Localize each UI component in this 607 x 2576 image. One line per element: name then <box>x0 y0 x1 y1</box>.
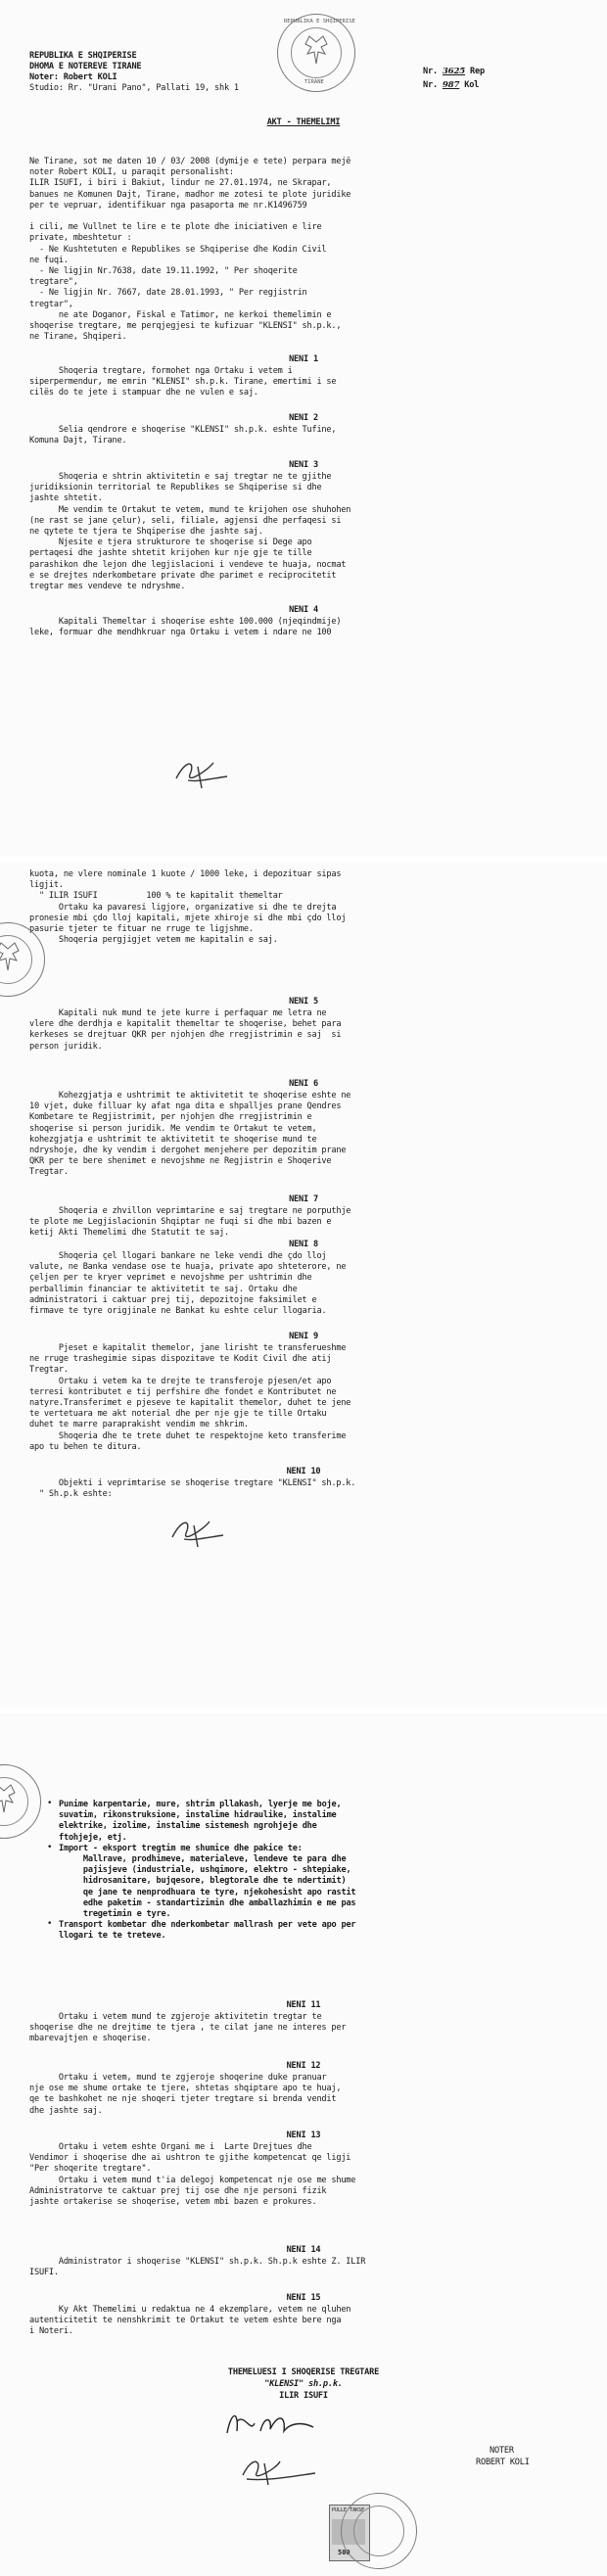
text-line: qe te bashkohet ne nje shoqeri tjeter tregtare si brenda vendit <box>29 2094 337 2105</box>
activity-line: hidrosanitare, bujqesore, blegtorale dhe te ndertimit) <box>59 1876 347 1887</box>
text-line: e se drejtes nderkombetare private dhe parimet e reciprocitetit <box>29 570 337 581</box>
header-line-3: Noter: Robert KOLI <box>29 72 117 82</box>
text-line: ISUFI. <box>29 2268 59 2278</box>
text-line: çeljen per te kryer veprimet e nevojshme per ushtrimin dhe <box>29 1273 312 1284</box>
text-line: " Sh.p.k eshte: <box>29 1489 113 1500</box>
notary-signature <box>233 2450 321 2489</box>
text-line: Ortaku i vetem ka te drejte te transferoje pjesen/et apo <box>29 1376 332 1386</box>
founder-signature <box>221 2404 319 2443</box>
text-line: apo tu behen te ditura. <box>29 1441 142 1452</box>
text-line: ne Tirane, Shqiperi. <box>29 332 127 343</box>
activity-line: Import - eksport tregtim me shumice dhe pakice te: <box>59 1843 303 1853</box>
text-line: valute, ne Banka vendase ose te huaja, private apo shteterore, ne <box>29 1262 347 1273</box>
company-name: "KLENSI" sh.p.k. <box>264 2379 343 2389</box>
text-line: Administrator i shoqerise "KLENSI" sh.p.k. Sh.p.k eshte Z. ILIR <box>29 2257 366 2267</box>
text-line: ne ate Doganor, Fiskal e Tatimor, ne kerkoi themelimin e <box>29 309 332 320</box>
initials-signature <box>168 749 237 798</box>
text-line: Pjeset e kapitalit themelor, jane lirisht te transferueshme <box>29 1343 347 1353</box>
neni-10-title: NENI 10 <box>286 1467 321 1476</box>
activity-line: Transport kombetar dhe nderkombetar mallrash per vete apo per <box>59 1920 356 1931</box>
text-line: Shoqeria tregtare, formohet nga Ortaku i vetem i <box>29 366 293 376</box>
text-line: jashte shtetit. <box>29 493 103 504</box>
text-line: shoqerise si person juridik. Me vendim te Ortakut te vetem, <box>29 1123 317 1134</box>
text-line: Kapitali Themeltar i shoqerise eshte 100.000 (njeqindmije) <box>29 617 342 627</box>
neni-6-title: NENI 6 <box>289 1079 318 1089</box>
bullet-icon: • <box>47 1919 53 1930</box>
text-line: terresi kontributet e tij perfshire dhe fondet e Kontributet ne <box>29 1386 337 1397</box>
activity-line: Punime karpentarie, mure, shtrim pllakash, lyerje me boje, <box>59 1800 342 1809</box>
text-line: Tregtar. <box>29 1167 69 1178</box>
text-line: tregtar mes vendeve te ndryshme. <box>29 582 186 591</box>
neni-15-title: NENI 15 <box>286 2293 321 2303</box>
text-line: Vendimor i shoqerise dhe ai ushtron te gjithe kompetencat qe ligji <box>29 2153 351 2164</box>
text-line: Ortaku i vetem, mund te zgjeroje shoqerine duke pranuar <box>29 2073 327 2083</box>
text-line: juridiksionin territorial te Republikes se Shqiperise si dhe <box>29 483 322 493</box>
text-line: vlere dhe derdhja e kapitalit themeltar te shoqerise, behet para <box>29 1019 342 1030</box>
text-line: parashikon dhe lejon dhe legjislacioni i vendeve te huaja, nocmat <box>29 559 347 570</box>
activity-line: qe jane te nenprodhuara te tyre, njekohesisht apo rastit <box>59 1887 356 1897</box>
text-line: cilës do te jete i stampuar dhe ne vulen e saj. <box>29 388 258 398</box>
neni-4-title: NENI 4 <box>289 605 318 615</box>
text-line: Shoqeria e shtrin aktivitetin e saj tregtar ne te gjithe <box>29 472 332 482</box>
text-line: person juridik. <box>29 1041 103 1052</box>
eagle-emblem-icon <box>0 1765 40 1838</box>
text-line: te vertetuara me akt noterial dhe per nje gje te tille Ortaku <box>29 1409 327 1420</box>
initials-signature <box>164 1508 233 1557</box>
text-line: firmave te tyre origjinale ne Bankat ku eshte celur llogaria. <box>29 1306 327 1316</box>
header-line-4: Studio: Rr. "Urani Pano", Pallati 19, shk 1 <box>29 83 239 93</box>
text-line: ne fuqi. <box>29 255 69 265</box>
text-line: Shoqeria çel llogari bankare ne leke vendi dhe çdo lloj <box>29 1251 327 1261</box>
text-line: Shoqeria pergjigjet vetem me kapitalin e saj. <box>29 935 278 946</box>
text-line: i Noteri. <box>29 2326 73 2337</box>
text-line: per te vepruar, identifikuar nga pasaporta me nr.K1496759 <box>29 200 307 211</box>
notary-stamp-partial <box>0 922 45 997</box>
neni-14-title: NENI 14 <box>286 2245 321 2255</box>
activity-line: edhe paketim - standartizimin dhe amballazhimin e me pas <box>59 1897 356 1908</box>
text-line: te plote me Legjislacionin Shqiptar ne fuqi si dhe mbi bazen e <box>29 1217 332 1228</box>
text-line: Kombetare te Regjistrimit, per njohjen dhe rregjistrimin e <box>29 1112 312 1123</box>
neni-5-title: NENI 5 <box>289 997 318 1007</box>
text-line: noter Robert KOLI, u paraqit personalisht: <box>29 167 234 178</box>
eagle-emblem-icon <box>278 15 354 91</box>
text-line: kuota, ne vlere nominale 1 kuote / 1000 leke, i depozituar sipas <box>29 869 342 879</box>
text-line: - Ne Kushtetuten e Republikes se Shqiperise dhe Kodin Civil <box>29 244 327 255</box>
revenue-stamp: PULLE TAKSE 500 <box>329 2505 370 2561</box>
text-line: QKR per te bere shenimet e nevojshme ne Regjistrin e Shoqerive <box>29 1156 332 1167</box>
document-title: AKT - THEMELIMI <box>266 117 341 127</box>
neni-13-title: NENI 13 <box>286 2131 321 2140</box>
neni-11-title: NENI 11 <box>286 2000 321 2010</box>
bullet-icon: • <box>47 1842 53 1852</box>
text-line: private, mbeshtetur : <box>29 233 132 244</box>
header-line-2: DHOMA E NOTEREVE TIRANE <box>29 62 142 71</box>
text-line: ne qytete te tjera te Shqiperise dhe jashte saj. <box>29 527 263 537</box>
kol-number: Nr. 987 Kol <box>423 80 480 90</box>
text-line: ndryshoje, dhe ky vendim i dergohet menjehere per depozitim prane <box>29 1146 347 1155</box>
activity-line: tregetimin e tyre. <box>59 1909 171 1919</box>
text-line: Selia qendrore e shoqerise "KLENSI" sh.p.k. eshte Tufine, <box>29 425 337 435</box>
text-line: jashte ortakerise se shoqerise, vetem mbi bazen e prokures. <box>29 2197 317 2207</box>
document-page-1 <box>0 0 607 857</box>
founder-name: ILIR ISUFI <box>279 2391 328 2401</box>
text-line: " ILIR ISUFI 100 % te kapitalit themeltar <box>29 891 283 902</box>
text-line: Ortaku i vetem mund t'ia delegoj kompetencat nje ose me shume <box>29 2175 356 2185</box>
text-line: Ortaku i vetem mund te zgjeroje aktivitetin tregtar te <box>29 2012 322 2022</box>
notary-seal <box>341 2493 417 2569</box>
activity-line: suvatim, rikonstruksione, instalime hidraulike, instalime <box>59 1810 337 1821</box>
text-line: Ortaku ka pavaresi ligjore, organizative si dhe te drejta <box>29 902 337 913</box>
text-line: tregtare", <box>29 277 78 288</box>
text-line: leke, formuar dhe mendhkruar nga Ortaku i vetem i ndare ne 100 <box>29 628 332 638</box>
text-line: Shoqeria dhe te trete duhet te respektojne keto transferime <box>29 1430 347 1441</box>
text-line: banues ne Komunen Dajt, Tirane, madhor me zotesi te plote juridike <box>29 189 351 200</box>
neni-9-title: NENI 9 <box>289 1332 318 1341</box>
neni-8-title: NENI 8 <box>289 1240 318 1249</box>
document-page-2 <box>0 862 607 1709</box>
activity-line: llogari te te treteve. <box>59 1931 166 1942</box>
text-line: Ortaku i vetem eshte Organi me i Larte Drejtues dhe <box>29 2142 312 2152</box>
text-line: ne rruge trashegimie sipas dispozitave te Kodit Civil dhe atij <box>29 1354 332 1365</box>
header-line-1: REPUBLIKA E SHQIPERISE <box>29 51 137 61</box>
text-line: Ky Akt Themelimi u redaktua ne 4 ekzemplare, vetem ne qluhen <box>29 2305 351 2315</box>
text-line: Kapitali nuk mund te jete kurre i perfaquar me letra ne <box>29 1008 327 1018</box>
document-page-3 <box>0 1713 607 2576</box>
founder-heading: THEMELUESI I SHOQERISE TREGTARE <box>227 2367 380 2377</box>
text-line: natyre.Transferimet e pjeseve te kapitalit themelor, duhet te jene <box>29 1398 351 1408</box>
neni-3-title: NENI 3 <box>289 460 318 470</box>
rep-number: Nr. 3625 Rep <box>423 67 485 76</box>
neni-12-title: NENI 12 <box>286 2061 321 2071</box>
text-line: kerkeses se drejtuar QKR per njohjen dhe rregjistrimin e saj si <box>29 1030 342 1041</box>
text-line: ligjit. <box>29 880 64 891</box>
text-line: mbarevajtjen e shoqerise. <box>29 2034 152 2044</box>
text-line: 10 vjet, duke filluar ky afat nga dita e shpalljes prane Qendres <box>29 1101 342 1112</box>
text-line: Njesite e tjera strukturore te shoqerise si Dege apo <box>29 538 312 548</box>
notary-stamp: REPUBLIKA E SHQIPERISE TIRANE <box>277 14 355 92</box>
text-line: ketij Akti Themelimi dhe Statutit te saj. <box>29 1228 229 1239</box>
text-line: perballimin financiar te aktivitetit te saj. Ortaku dhe <box>29 1284 298 1294</box>
text-line: pasurie tjeter te fituar ne rruge te ligjshme. <box>29 924 254 934</box>
text-line: Shoqeria e zhvillon veprimtarine e saj tregtare ne porputhje <box>29 1206 351 1216</box>
text-line: Kohezgjatja e ushtrimit te aktivitetit te shoqerise eshte ne <box>29 1091 351 1101</box>
text-line: dhe jashte saj. <box>29 2105 103 2116</box>
text-line: siperpermendur, me emrin "KLENSI" sh.p.k. Tirane, emertimi i se <box>29 377 337 388</box>
bullet-icon: • <box>47 1799 53 1808</box>
text-line: Objekti i veprimtarise se shoqerise tregtare "KLENSI" sh.p.k. <box>29 1478 356 1488</box>
text-line: ILIR ISUFI, i biri i Bakiut, lindur ne 27.01.1974, ne Skrapar, <box>29 178 332 189</box>
text-line: nje ose me shume ortake te tjere, shtetas shqiptare apo te huaj, <box>29 2084 342 2094</box>
noter-name: ROBERT KOLI <box>476 2458 530 2467</box>
text-line: Administratorve te caktuar prej tij ose dhe nje personi fizik <box>29 2185 327 2196</box>
neni-2-title: NENI 2 <box>289 413 318 423</box>
eagle-emblem-icon <box>0 923 44 996</box>
neni-7-title: NENI 7 <box>289 1194 318 1204</box>
text-line: shoqerise dhe ne drejtime te tjera , te cilat jane ne interes per <box>29 2023 347 2034</box>
text-line: shoqerise tregtare, me perqjegjesi te kufizuar "KLENSI" sh.p.k., <box>29 321 342 331</box>
text-line: autenticitetit te nenshkrimit te Ortakut te vetem eshte bere nga <box>29 2316 342 2326</box>
noter-label: NOTER <box>490 2446 514 2456</box>
notary-stamp-partial <box>0 1764 41 1839</box>
activity-line: elektrike, izolime, instalime sistemesh ngrohjeje dhe <box>59 1821 317 1832</box>
text-line: i cili, me Vullnet te lire e te plote dhe iniciativen e lire <box>29 222 322 233</box>
text-line: Tregtar. <box>29 1365 69 1376</box>
text-line: pertaqesi dhe jashte shtetit krijohen kur nje gje te tille <box>29 548 312 559</box>
text-line: pronesie mbi çdo lloj kapitali, mjete xhiroje si dhe mbi çdo lloj <box>29 913 347 923</box>
text-line: Komuna Dajt, Tirane. <box>29 436 127 446</box>
text-line: - Ne ligjin Nr.7638, date 19.11.1992, " Per shoqerite <box>29 266 298 276</box>
activity-line: Mallrave, prodhimeve, materialeve, lendeve te para dhe <box>59 1854 347 1864</box>
text-line: (ne rast se jane çelur), seli, filiale, agjensi dhe perfaqesi si <box>29 515 342 526</box>
text-line: - Ne ligjin Nr. 7667, date 28.01.1993, " Per regjistrin <box>29 288 307 299</box>
text-line: kohezgjatja e ushtrimit te aktivitetit te shoqerise mund te <box>29 1134 317 1145</box>
text-line: Ne Tirane, sot me daten 10 / 03/ 2008 (dymije e tete) perpara mejë <box>29 157 351 166</box>
neni-1-title: NENI 1 <box>289 354 318 364</box>
text-line: duhet te marre paraprakisht vendim me shkrim. <box>29 1420 249 1430</box>
text-line: administratori i caktuar prej tij, depozitojne faksimilet e <box>29 1294 317 1305</box>
text-line: "Per shoqerite tregtare". <box>29 2164 152 2175</box>
activity-line: ftohjeje, etj. <box>59 1832 127 1843</box>
text-line: tregtar", <box>29 299 73 309</box>
activity-line: pajisjeve (industriale, ushqimore, elektro - shtepiake, <box>59 1865 351 1876</box>
text-line: Me vendim te Ortakut te vetem, mund te krijohen ose shuhohen <box>29 504 351 515</box>
